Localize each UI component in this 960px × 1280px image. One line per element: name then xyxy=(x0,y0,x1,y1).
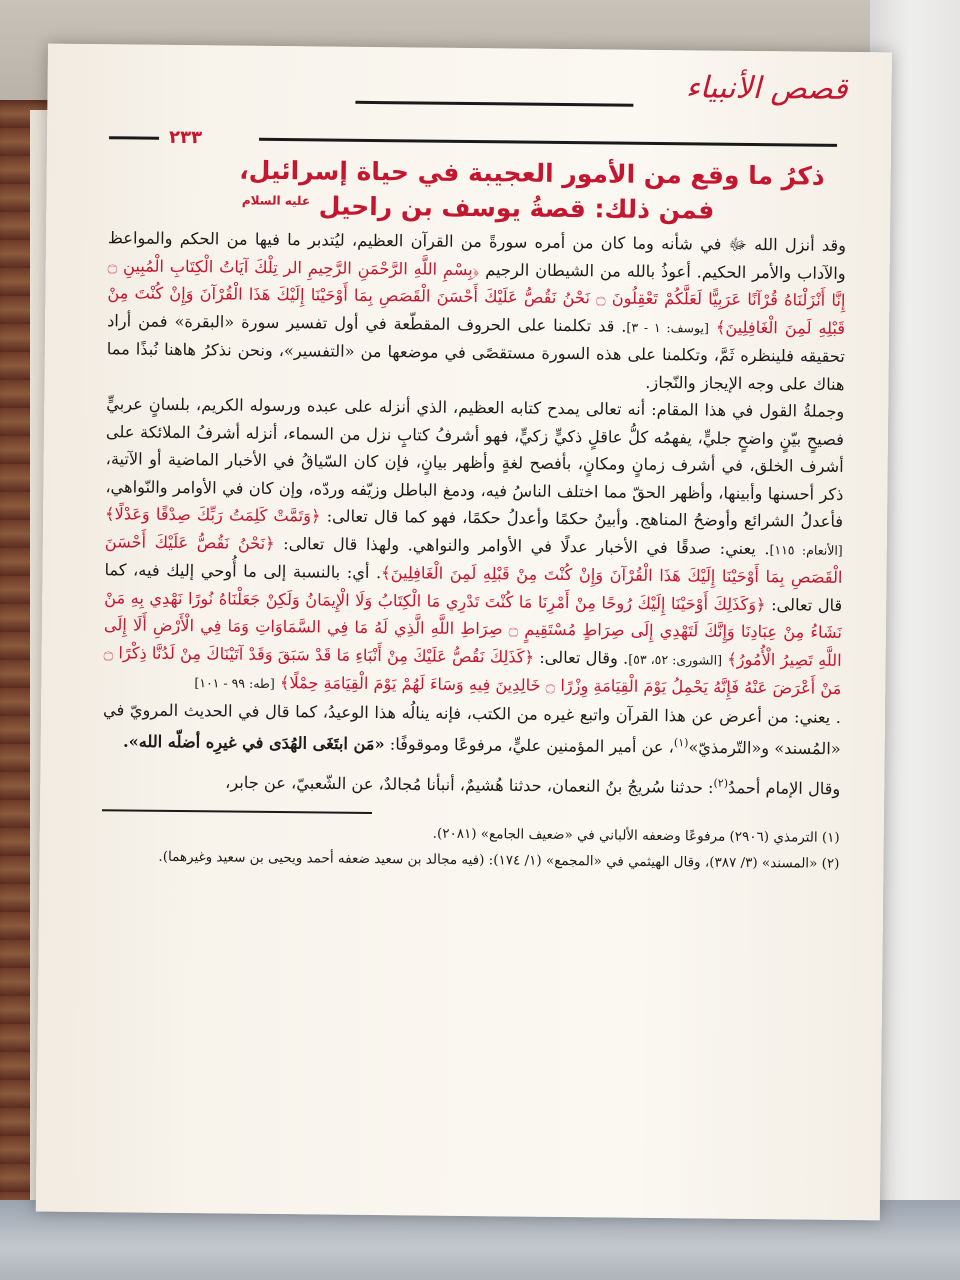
page-content xyxy=(98,64,848,1180)
text-line: والمواعظ والآداب والأمر الحكيم. أعوذُ بالله من الشيطان الرجيم xyxy=(107,228,846,283)
footnote-ref: (٢) xyxy=(713,776,729,790)
running-head xyxy=(109,64,848,156)
verse-reference: [الشورى: ٥٢، ٥٣] xyxy=(628,651,723,668)
text-line: . أي: بالنسبة إلى ما أُوحي إليك فيه، كما قال تعالى: xyxy=(104,560,843,615)
quran-verse: ﴿وَتَمَّتْ كَلِمَتُ رَبِّكَ صِدْقًا وَعَدْلًا﴾ xyxy=(105,504,321,526)
quran-verse: ﴿كَذَلِكَ نَقُصُّ عَلَيْكَ مِنْ أَنْبَاءِ مَا قَدْ سَبَقَ وَقَدْ آتَيْنَاكَ مِنْ لَدُنَّا ذِكْرًا ۝ مَنْ أَعْرَضَ عَنْهُ فَإِنَّهُ يَحْمِلُ يَوْمَ الْقِيَامَةِ وِزْرًا ۝ خَالِدِينَ فِيهِ وَسَاءَ لَهُمْ يَوْمَ الْقِيَامَةِ حِمْلًا﴾ xyxy=(103,642,842,698)
text-line: : حدثنا سُريجُ بنُ النعمان، حدثنا هُشيمٌ، أنبأنا مُجالدٌ، عن الشّعبيّ، عن جابر، xyxy=(225,772,714,797)
text-line: وقد أنزل الله ﷻ في شأنه وما كان من أمره سورةً من القرآن العظيم، ليُتدبر ما فيها من الحكم xyxy=(179,228,847,255)
chapter-heading-line-1: ذكرُ ما وقع من الأمور العجيبة في حياة إسرائيل، xyxy=(239,155,825,191)
paragraph xyxy=(103,390,844,703)
heading-text: فمن ذلك: قصةُ يوسف بن راحيل xyxy=(318,191,715,225)
verse-reference: [الأنعام: ١١٥] xyxy=(769,541,843,558)
book-title: قصص الأنبياء xyxy=(685,70,848,107)
book-page xyxy=(36,44,892,1221)
paragraph xyxy=(102,763,840,803)
verse-reference: [يوسف: ١ - ٣] xyxy=(626,319,709,336)
text-line: وجملةُ القول في هذا المقام: أنه تعالى يمدح كتابه العظيم، الذي أنزله على عبده ورسوله الكريم، بلسانٍ عربيٍّ فصيحٍ بيّنٍ واضحٍ جليٍّ، يفهمُه كلُّ عاقلٍ ذكيٍّ زكيٍّ، فهو أشرفُ كتابٍ نزل من السماء، أنزله أشرفُ الملائكة على أشرف الخلق، في أشرف زمانٍ ومكانٍ، بأفصح لغةٍ وأظهر بيانٍ، فإن كان السّياقُ في الأخبار الماضية أو الآتية، ذكر أحسنها وأبينها، وأظهر الحقّ مما اختلف الناسُ فيه، ودمغ الباطل وزيّفه وردّه، وإن كان في الأوامر والنّواهي، فأعدلُ الشرائع وأوضحُ المناهج. وأبينُ حكمًا وأعدلُ حكمًا، فهو كما قال تعالى: xyxy=(105,394,845,531)
text-line: وقال الإمام أحمدُ xyxy=(727,778,841,799)
footnote: (٢) «المسند» (٣/ ٣٨٧)، وقال الهيثمي في «المجمع» (١/ ١٧٤): (فيه مجالد بن سعيد ضعفه أحمد ويحيى بن سعيد وغيرهما). xyxy=(158,848,840,872)
body-text xyxy=(102,224,846,802)
footnote: (١) الترمذي (٢٩٠٦) مرفوعًا وضعفه الألباني في «ضعيف الجامع» (٢٠٨١). xyxy=(432,825,840,846)
page-number-rule-left xyxy=(109,136,159,140)
text-line: . يعني: صدقًا في الأخبار عدلًا في الأوامر والنواهي. ولهذا قال تعالى: xyxy=(283,533,770,558)
hadith-quote: «مَن ابتَغَى الهُدَى في غيرِه أضلّه الله». xyxy=(122,731,385,754)
text-line: . يعني: من أعرض عن هذا القرآن واتبع غيره من الكتب، فإنه ينالُه هذا الوعيدُ، كما قال في الحديث المرويّ في «المُسند» و«التّرمذيّ» xyxy=(102,699,842,759)
verse-reference: [طه: ٩٩ - ١٠١] xyxy=(194,675,275,691)
footnote-ref: (١) xyxy=(673,736,689,750)
footnote-rule xyxy=(102,809,372,814)
quran-verse: ﴿بِسْمِ اللَّهِ الرَّحْمَنِ الرَّحِيمِ الر تِلْكَ آيَاتُ الْكِتَابِ الْمُبِينِ ۝ إِنَّا أَنْزَلْنَاهُ قُرْآنًا عَرَبِيًّا لَعَلَّكُمْ تَعْقِلُونَ ۝ نَحْنُ نَقُصُّ عَلَيْكَ أَحْسَنَ الْقَصَصِ بِمَا أَوْحَيْنَا إِلَيْكَ هَذَا الْقُرْآنَ وَإِنْ كُنْتَ مِنْ قَبْلِهِ لَمِنَ الْغَافِلِينَ﴾ xyxy=(107,255,846,338)
paragraph xyxy=(103,696,842,763)
text-line: . وقال تعالى: xyxy=(539,647,629,668)
text-line: ، عن أمير المؤمنين عليٍّ، مرفوعًا وموقوفًا: xyxy=(389,734,674,757)
page-number-rule xyxy=(259,138,837,147)
salutation: عليه السلام xyxy=(241,193,311,209)
footnotes xyxy=(101,817,840,877)
page-number: ٢٣٣ xyxy=(168,126,203,149)
chapter-heading-line-2 xyxy=(108,189,846,226)
text-line: . قد تكلمنا على الحروف المقطّعة في أول تفسير سورة «البقرة» فمن أراد تحقيقه فلينظره ثَمَّ، وتكلمنا على هذه السورة مستقصًى في موضعها من «التفسير»، ونحن نذكرُ هاهنا نُبذًا مما هناك على وجه الإيجاز والنّجاز. xyxy=(106,310,845,394)
quran-verse: ﴿وَكَذَلِكَ أَوْحَيْنَا إِلَيْكَ رُوحًا مِنْ أَمْرِنَا مَا كُنْتَ تَدْرِي مَا الْكِتَابُ وَلَا الْإِيمَانُ وَلَكِنْ جَعَلْنَاهُ نُورًا نَهْدِي بِهِ مَنْ نَشَاءُ مِنْ عِبَادِنَا وَإِنَّكَ لَتَهْدِي إِلَى صِرَاطٍ مُسْتَقِيمٍ ۝ صِرَاطِ اللَّهِ الَّذِي لَهُ مَا فِي السَّمَاوَاتِ وَمَا فِي الْأَرْضِ أَلَا إِلَى اللَّهِ تَصِيرُ الْأُمُورُ﴾ xyxy=(103,587,843,670)
header-rule xyxy=(355,101,633,107)
paragraph xyxy=(106,224,846,398)
quran-verse: ﴿نَحْنُ نَقُصُّ عَلَيْكَ أَحْسَنَ الْقَصَصِ بِمَا أَوْحَيْنَا إِلَيْكَ هَذَا الْقُرْآنَ وَإِنْ كُنْتَ مِنْ قَبْلِهِ لَمِنَ الْغَافِلِينَ﴾ xyxy=(104,531,843,587)
